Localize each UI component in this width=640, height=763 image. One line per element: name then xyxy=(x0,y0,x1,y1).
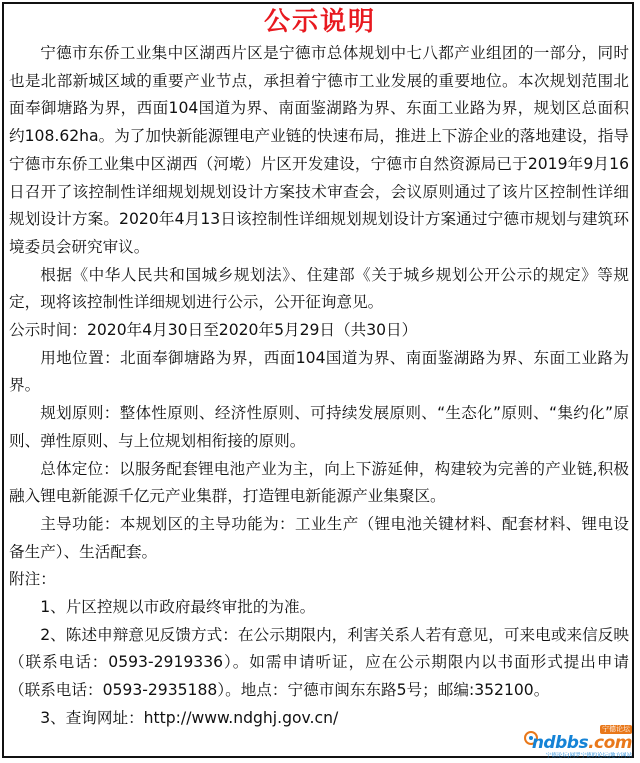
watermark-brand-prefix: ndbbs xyxy=(531,733,589,753)
watermark-tag: 宁德论坛 xyxy=(602,725,630,733)
basis-paragraph: 根据《中华人民共和国城乡规划法》、住建部《关于城乡规划公开公示的规定》等规定，现将该控制性详细规划进行公示，公开征询意见。 xyxy=(9,265,629,312)
notes-heading: 附注： xyxy=(9,570,56,589)
watermark-brand-suffix: .com xyxy=(588,733,632,753)
planning-principles-paragraph: 规划原则：整体性原则、经济性原则、可持续发展原则、“生态化”原则、“集约化”原则、弹性原则、与上位规划相衔接的原则。 xyxy=(9,404,629,450)
note-item-1: 1、片区控规以市政府最终审批的为准。 xyxy=(40,598,316,617)
watermark-brand xyxy=(532,733,632,753)
leading-functions-paragraph: 主导功能：本规划区的主导功能为：工业生产（锂电池关键材料、配套材料、锂电设备生产）、生活配套。 xyxy=(9,514,629,561)
page-title: 公示说明 xyxy=(263,7,376,37)
notice-body xyxy=(9,40,629,733)
note-item-2: 2、陈述申辩意见反馈方式：在公示期限内，利害关系人若有意见，可来电或来信反映（联系电话：0593-2919336）。如需申请听证，应在公示期限内以书面形式提出申请（联系电话：0593-2935188）。地点：宁德市闽东东路5号；邮编:352100。 xyxy=(9,625,629,700)
note-item-3: 3、查询网址：http://www.ndghj.gov.cn/ xyxy=(40,708,339,727)
publicity-period: 公示时间：2020年4月30日至2020年5月29日（共30日） xyxy=(9,321,418,340)
intro-paragraph: 宁德市东侨工业集中区湖西片区是宁德市总体规划中七八都产业组团的一部分，同时也是北部新城区域的重要产业节点，承担着宁德市工业发展的重要地位。本次规划范围北面奉御塘路为界，西面104国道为界、南面鉴湖路为界、东面工业路为界，规划区总面积约108.62ha。为了加快新能源锂电产业链的快速布局，推进上下游企业的落地建设，指导宁德市东侨工业集中区湖西（河墘）片区开发建设，宁德市自然资源局已于2019年9月16日召开了该控制性详细规划规划设计方案技术审查会，会议原则通过了该片区控制性详细规划设计方案。2020年4月13日该控制性详细规划规划设计方案通过宁德市规划与建筑环境委员会研究审议。 xyxy=(9,44,629,256)
watermark-tagline: 宁德论坛|网罗宁德的论坛|地方网站 xyxy=(545,753,632,759)
overall-positioning-paragraph: 总体定位：以服务配套锂电池产业为主，向上下游延伸，构建较为完善的产业链,积极融入锂电新能源千亿元产业集群，打造锂电新能源产业集聚区。 xyxy=(9,459,629,506)
site-watermark xyxy=(520,727,632,757)
land-location-paragraph: 用地位置：北面奉御塘路为界，西面104国道为界、南面鉴湖路为界、东面工业路为界。 xyxy=(9,348,629,395)
